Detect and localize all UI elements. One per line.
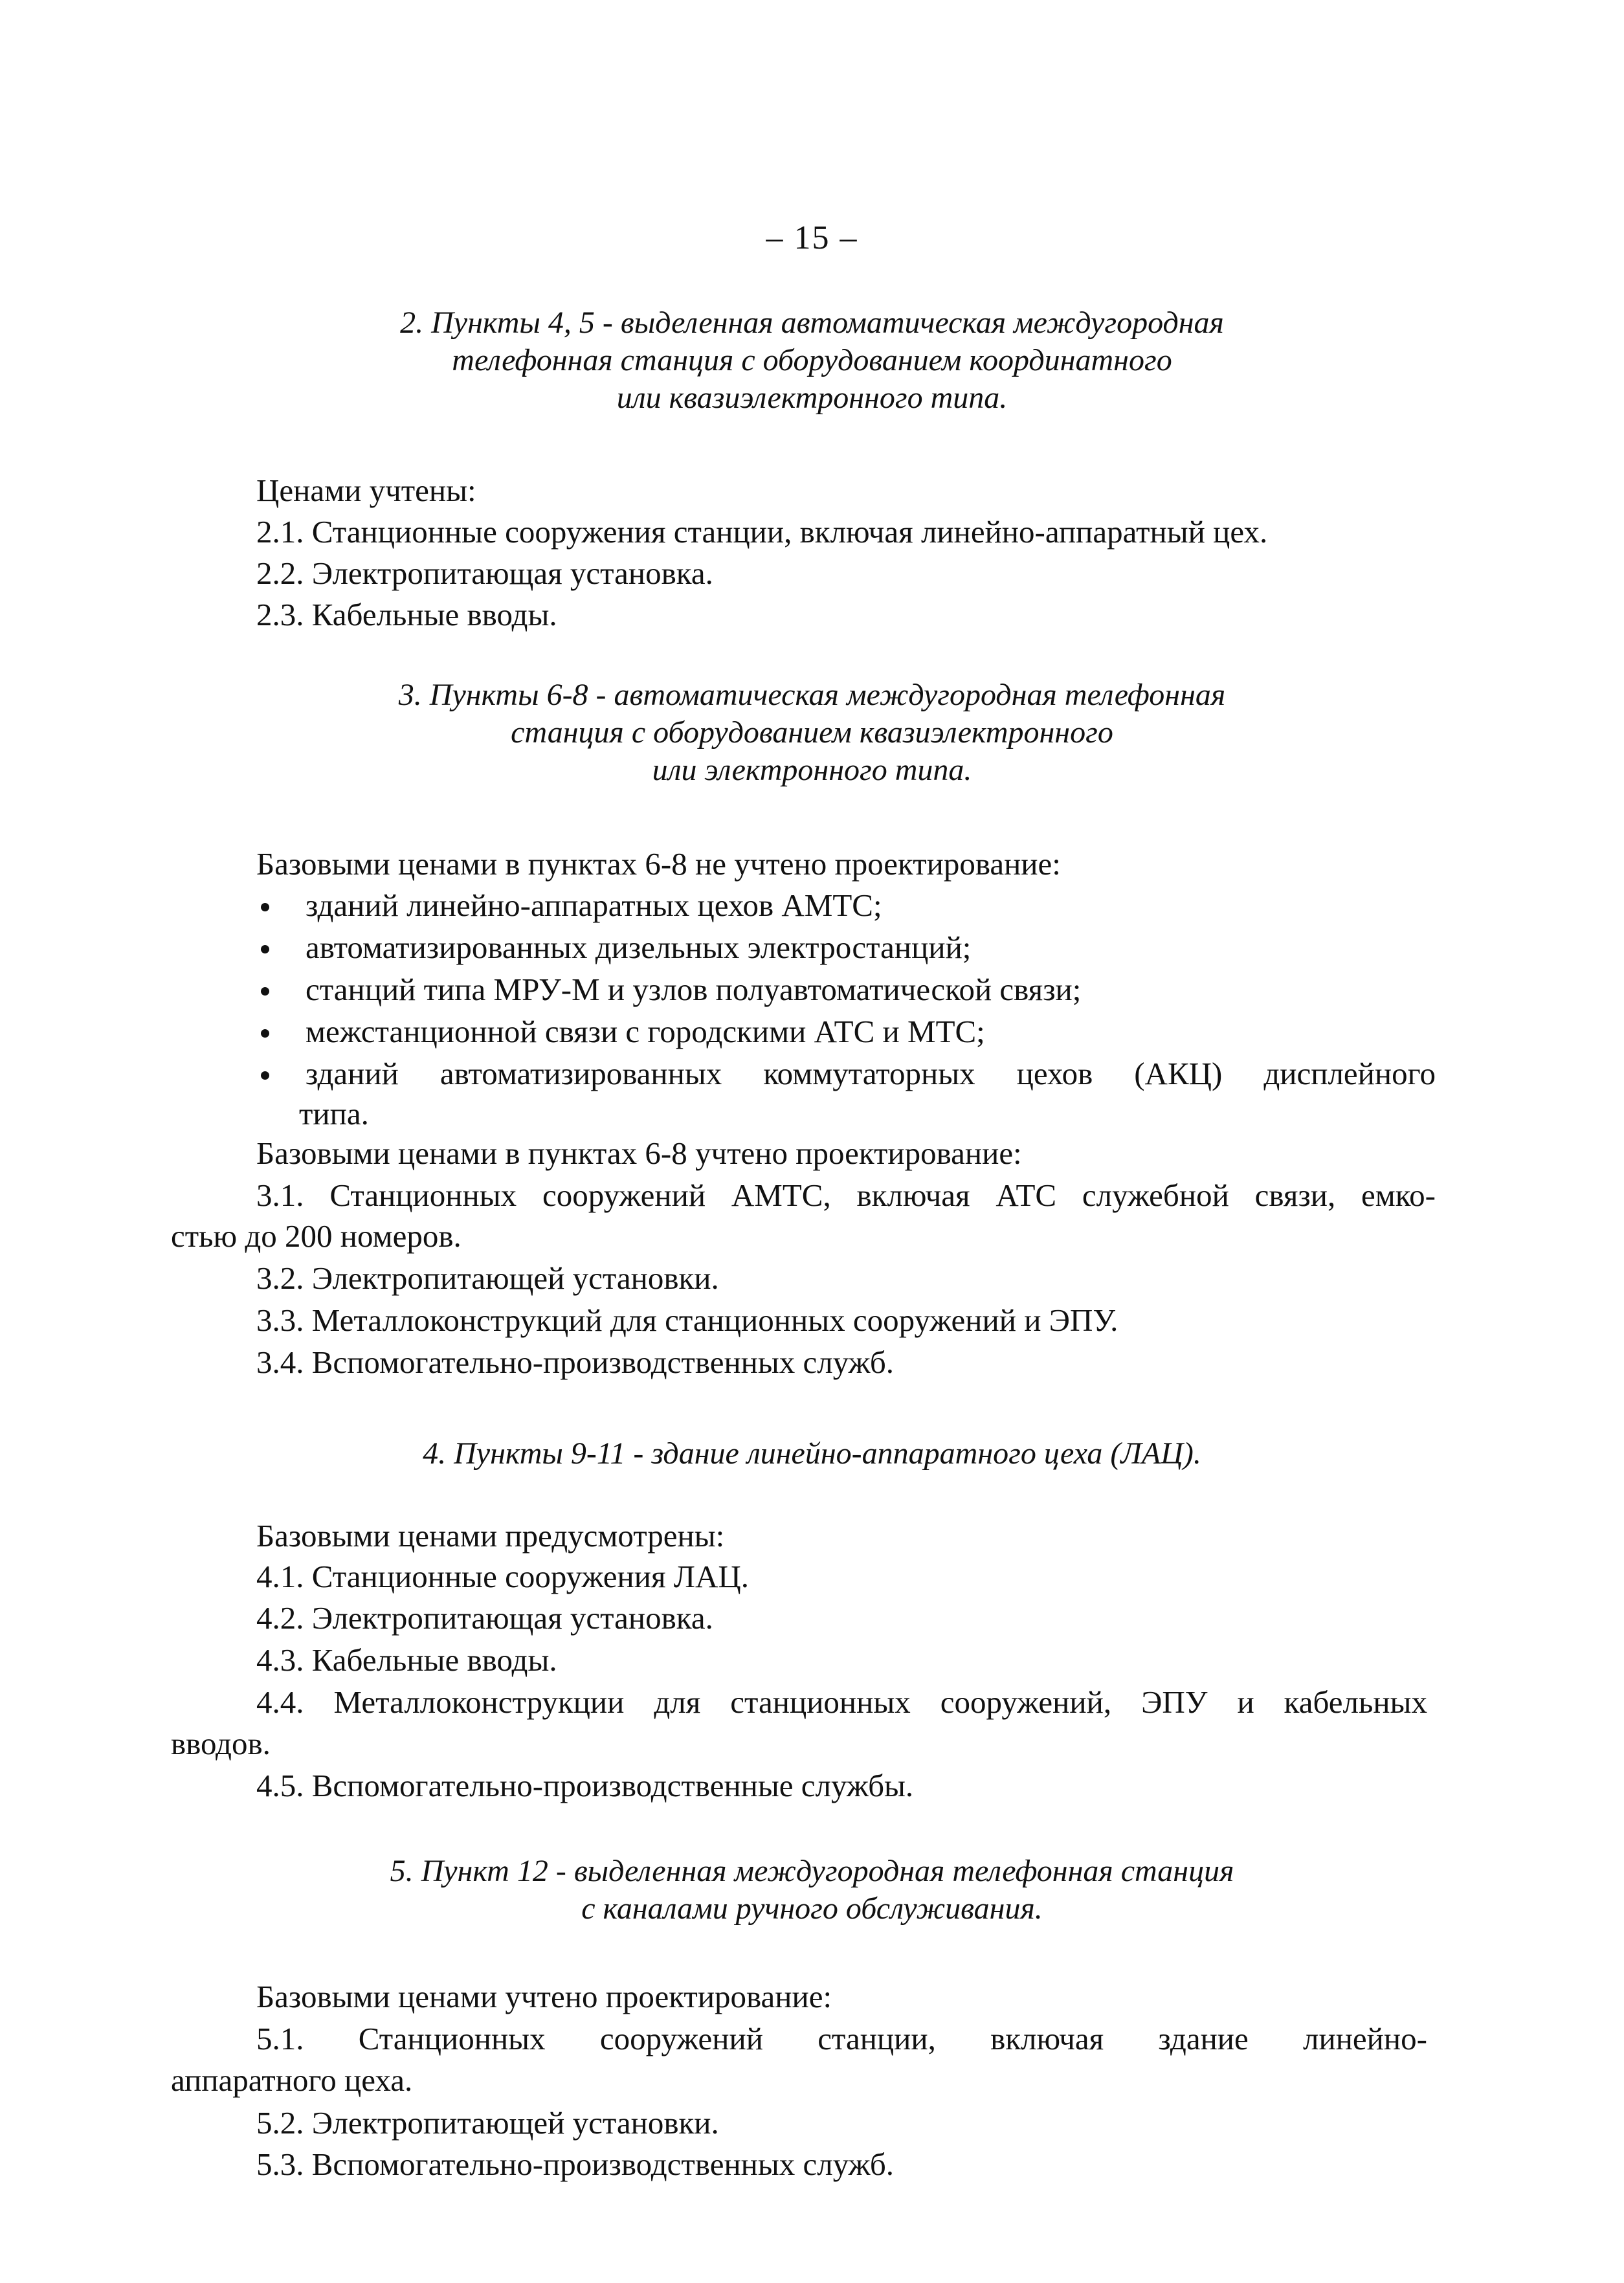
section-3-not-included-intro: Базовыми ценами в пунктах 6-8 не учтено проектирование: bbox=[256, 846, 1061, 882]
heading-line: 5. Пункт 12 - выделенная междугородная телефонная станция bbox=[390, 1854, 1234, 1888]
bullet-dot bbox=[261, 987, 269, 996]
heading-line: станция с оборудованием квазиэлектронного bbox=[511, 715, 1113, 750]
heading-line: с каналами ручного обслуживания. bbox=[581, 1891, 1043, 1926]
section-3-heading bbox=[0, 676, 1624, 789]
section-4-heading bbox=[0, 1435, 1624, 1473]
word: АТС bbox=[996, 1177, 1057, 1213]
list-item-continuation: вводов. bbox=[171, 1726, 271, 1761]
word: сооружений bbox=[599, 2021, 763, 2056]
word: связи, bbox=[1254, 1177, 1336, 1213]
list-item: 3.4. Вспомогательно-производственных служб. bbox=[256, 1344, 895, 1380]
list-item: 5.2. Электропитающей установки. bbox=[256, 2105, 719, 2141]
word: сооружений, bbox=[940, 1684, 1112, 1720]
word: линейно- bbox=[1303, 2021, 1427, 2056]
list-item-continuation: стью до 200 номеров. bbox=[171, 1218, 462, 1254]
list-item-justified bbox=[256, 1683, 1427, 1722]
word: включая bbox=[990, 2021, 1104, 2056]
list-item: 3.3. Металлоконструкций для станционных сооружений и ЭПУ. bbox=[256, 1302, 1118, 1338]
bullet-item: станций типа МРУ-М и узлов полуавтоматической связи; bbox=[306, 972, 1082, 1007]
word: Станционных bbox=[329, 1177, 517, 1213]
list-item: 2.3. Кабельные вводы. bbox=[256, 597, 557, 632]
heading-line: телефонная станция с оборудованием координатного bbox=[452, 343, 1172, 377]
word: 5.1. bbox=[256, 2021, 304, 2056]
list-item: 3.2. Электропитающей установки. bbox=[256, 1260, 719, 1296]
section-5-intro: Базовыми ценами учтено проектирование: bbox=[256, 1979, 832, 2014]
heading-line: 3. Пункты 6-8 - автоматическая междугородная телефонная bbox=[398, 678, 1226, 712]
word: цехов bbox=[1016, 1056, 1093, 1091]
word: станции, bbox=[818, 2021, 936, 2056]
list-item: 4.1. Станционные сооружения ЛАЦ. bbox=[256, 1559, 749, 1594]
word: служебной bbox=[1082, 1177, 1229, 1213]
word: станционных bbox=[730, 1684, 911, 1720]
bullet-item: автоматизированных дизельных электростанций; bbox=[306, 930, 972, 965]
list-item: 2.2. Электропитающая установка. bbox=[256, 555, 713, 591]
section-2-intro: Ценами учтены: bbox=[256, 473, 476, 508]
word: включая bbox=[856, 1177, 970, 1213]
heading-line: 4. Пункты 9-11 - здание линейно-аппаратного цеха (ЛАЦ). bbox=[423, 1436, 1201, 1471]
word: дисплейного bbox=[1263, 1056, 1436, 1091]
bullet-dot bbox=[261, 945, 269, 953]
word: ЭПУ bbox=[1141, 1684, 1208, 1720]
word: Металлоконструкции bbox=[333, 1684, 625, 1720]
heading-line: 2. Пункты 4, 5 - выделенная автоматическая междугородная bbox=[400, 306, 1224, 340]
list-item: 4.5. Вспомогательно-производственные службы. bbox=[256, 1768, 914, 1803]
word: кабельных bbox=[1284, 1684, 1427, 1720]
word: автоматизированных bbox=[439, 1056, 722, 1091]
section-2-heading bbox=[0, 304, 1624, 417]
heading-line: или квазиэлектронного типа. bbox=[616, 381, 1008, 415]
word: Станционных bbox=[358, 2021, 546, 2056]
word: и bbox=[1237, 1684, 1254, 1720]
bullet-dot bbox=[261, 1029, 269, 1038]
bullet-item-justified bbox=[306, 1054, 1436, 1093]
bullet-dot bbox=[261, 903, 269, 911]
section-4-intro: Базовыми ценами предусмотрены: bbox=[256, 1518, 725, 1554]
word: 4.4. bbox=[256, 1684, 304, 1720]
word: для bbox=[654, 1684, 701, 1720]
word: здание bbox=[1158, 2021, 1249, 2056]
word: коммутаторных bbox=[763, 1056, 975, 1091]
word: сооружений bbox=[542, 1177, 706, 1213]
word: (АКЦ) bbox=[1134, 1056, 1223, 1091]
list-item: 4.3. Кабельные вводы. bbox=[256, 1642, 557, 1678]
list-item-continuation: аппаратного цеха. bbox=[171, 2062, 413, 2098]
word: 3.1. bbox=[256, 1177, 304, 1213]
word: зданий bbox=[306, 1056, 399, 1091]
page-number: – 15 – bbox=[766, 219, 858, 256]
section-5-heading bbox=[0, 1853, 1624, 1928]
list-item: 5.3. Вспомогательно-производственных служб. bbox=[256, 2146, 895, 2182]
list-item: 4.2. Электропитающая установка. bbox=[256, 1600, 713, 1636]
bullet-dot bbox=[261, 1071, 269, 1080]
word: АМТС, bbox=[731, 1177, 831, 1213]
word: емко- bbox=[1361, 1177, 1436, 1213]
bullet-item-continuation: типа. bbox=[299, 1096, 369, 1131]
bullet-item: межстанционной связи с городскими АТС и МТС; bbox=[306, 1014, 985, 1049]
list-item-justified bbox=[256, 2020, 1427, 2058]
bullet-item: зданий линейно-аппаратных цехов АМТС; bbox=[306, 887, 882, 923]
heading-line: или электронного типа. bbox=[652, 753, 972, 787]
list-item-justified bbox=[256, 1176, 1436, 1215]
section-3-included-intro: Базовыми ценами в пунктах 6-8 учтено проектирование: bbox=[256, 1135, 1022, 1171]
list-item: 2.1. Станционные сооружения станции, включая линейно-аппаратный цех. bbox=[256, 514, 1268, 550]
